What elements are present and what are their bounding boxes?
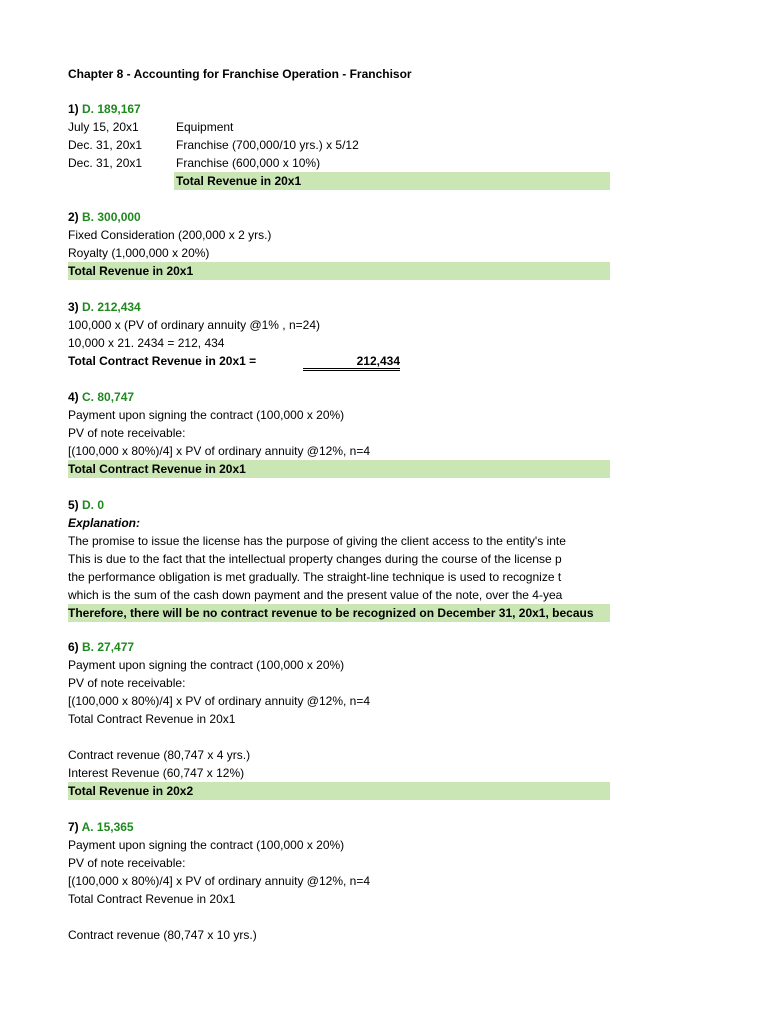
q4-line: PV of note receivable: <box>68 426 186 440</box>
q5-answer: D. 0 <box>82 498 105 512</box>
q3-total-row <box>68 352 402 370</box>
q4-heading <box>68 388 610 406</box>
q5-explanation-line: which is the sum of the cash down payment and the present value of the note, over the 4-yea <box>68 588 563 602</box>
q1-row-desc: Equipment <box>176 120 234 134</box>
q6-answer: B. 27,477 <box>82 640 135 654</box>
q6-heading <box>68 638 610 656</box>
q7-line: Total Contract Revenue in 20x1 <box>68 892 236 906</box>
q2-total-row: Total Revenue in 20x1 <box>68 262 610 280</box>
q5-explanation-line: This is due to the fact that the intellectual property changes during the course of the license p <box>68 552 562 566</box>
q5-conclusion-row: Therefore, there will be no contract revenue to be recognized on December 31, 20x1, becaus <box>68 604 610 622</box>
q4-total-row: Total Contract Revenue in 20x1 <box>68 460 610 478</box>
q2-heading <box>68 208 610 226</box>
q3-total-amount: 212,434 <box>303 352 400 371</box>
q4-line: [(100,000 x 80%)/4] x PV of ordinary annuity @12%, n=4 <box>68 444 371 458</box>
q7-number: 7) <box>68 820 79 834</box>
q3-number: 3) <box>68 300 79 314</box>
q4-line: Payment upon signing the contract (100,000 x 20%) <box>68 408 345 422</box>
q7-line: PV of note receivable: <box>68 856 186 870</box>
q6-total-row: Total Revenue in 20x2 <box>68 782 610 800</box>
q1-row-desc: Franchise (600,000 x 10%) <box>176 156 321 170</box>
q6-line: PV of note receivable: <box>68 676 186 690</box>
q1-row <box>68 154 610 172</box>
q1-row-desc: Franchise (700,000/10 yrs.) x 5/12 <box>176 138 359 152</box>
q5-heading <box>68 496 610 514</box>
q1-number: 1) <box>68 102 79 116</box>
q7-answer: A. 15,365 <box>81 820 134 834</box>
q5-explanation-line: The promise to issue the license has the purpose of giving the client access to the entity's inte <box>68 534 566 548</box>
q2-line: Royalty (1,000,000 x 20%) <box>68 246 210 260</box>
q7-line: Payment upon signing the contract (100,000 x 20%) <box>68 838 345 852</box>
q3-line: 10,000 x 21. 2434 = 212, 434 <box>68 336 225 350</box>
q5-number: 5) <box>68 498 79 512</box>
q4-answer: C. 80,747 <box>82 390 135 404</box>
q3-answer: D. 212,434 <box>82 300 141 314</box>
q1-heading <box>68 100 610 118</box>
document-page <box>68 0 610 1024</box>
q2-answer: B. 300,000 <box>82 210 141 224</box>
q6-line: Total Contract Revenue in 20x1 <box>68 712 236 726</box>
q2-line: Fixed Consideration (200,000 x 2 yrs.) <box>68 228 272 242</box>
q1-row-date: Dec. 31, 20x1 <box>68 156 143 170</box>
q3-heading <box>68 298 610 316</box>
q1-row-date: July 15, 20x1 <box>68 120 139 134</box>
q6-line: Payment upon signing the contract (100,000 x 20%) <box>68 658 345 672</box>
q5-explanation-line: the performance obligation is met gradually. The straight-line technique is used to recognize t <box>68 570 562 584</box>
q6-line: Contract revenue (80,747 x 4 yrs.) <box>68 748 251 762</box>
page-title: Chapter 8 - Accounting for Franchise Operation - Franchisor <box>68 67 412 81</box>
q6-number: 6) <box>68 640 79 654</box>
q5-explanation-label: Explanation: <box>68 516 141 530</box>
q6-line: [(100,000 x 80%)/4] x PV of ordinary annuity @12%, n=4 <box>68 694 371 708</box>
q7-heading <box>68 818 610 836</box>
q4-number: 4) <box>68 390 79 404</box>
q1-row-date: Dec. 31, 20x1 <box>68 138 143 152</box>
q2-number: 2) <box>68 210 79 224</box>
q7-line: [(100,000 x 80%)/4] x PV of ordinary annuity @12%, n=4 <box>68 874 371 888</box>
q1-row <box>68 136 610 154</box>
q3-total-label: Total Contract Revenue in 20x1 = <box>68 354 257 368</box>
q1-total-row: Total Revenue in 20x1 <box>174 172 610 190</box>
q3-line: 100,000 x (PV of ordinary annuity @1% , n=24) <box>68 318 320 332</box>
q7-line: Contract revenue (80,747 x 10 yrs.) <box>68 928 257 942</box>
q1-row <box>68 118 610 136</box>
q1-answer: D. 189,167 <box>82 102 141 116</box>
q6-line: Interest Revenue (60,747 x 12%) <box>68 766 245 780</box>
